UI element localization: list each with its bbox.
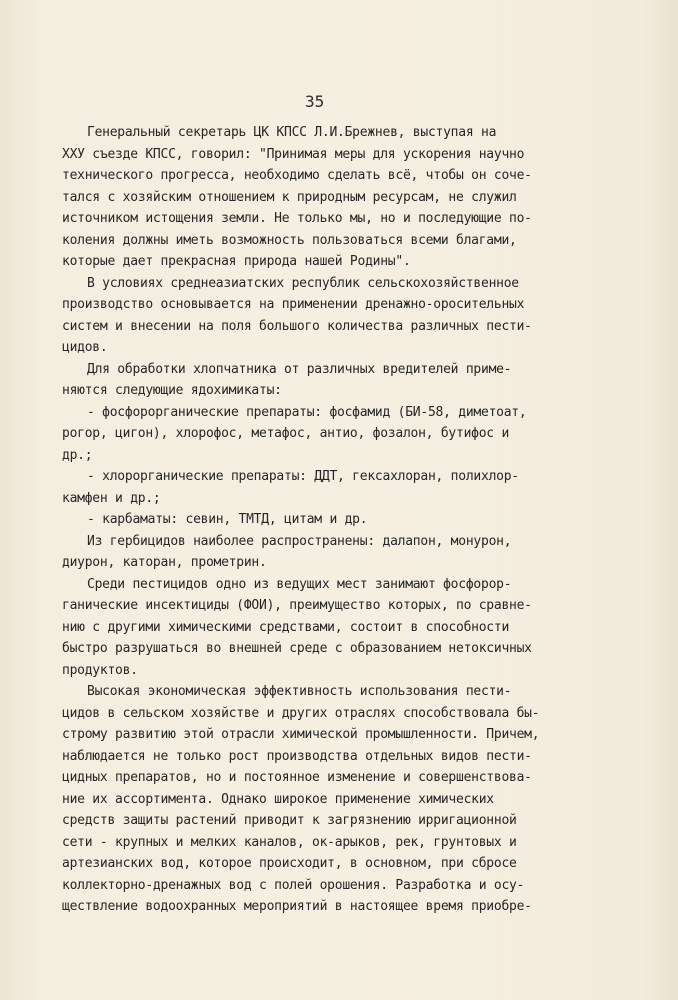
text-line: производство основывается на применении дренажно-оросительных	[62, 297, 525, 312]
text-line: цидных препаратов, но и постоянное изменение и совершенствова-	[62, 770, 532, 785]
text-line: Высокая экономическая эффективность использования пести-	[87, 684, 512, 699]
text-line: XXУ съезде КПСС, говорил: "Принимая меры для ускорения научно	[62, 146, 525, 162]
text-line: тался с хозяйским отношением к природным ресурсам, не служил	[62, 189, 517, 205]
text-line: строму развитию этой отрасли химической промышленности. Причем,	[62, 727, 540, 742]
text-line: ществление водоохранных мероприятий в настоящее время приобре-	[62, 899, 532, 914]
text-line: средств защиты растений приводит к загрязнению ирригационной	[62, 813, 517, 828]
text-line: коления должны иметь возможность пользоваться всеми благами,	[62, 232, 517, 248]
text-line: - карбаматы: севин, ТМТД, цитам и др.	[87, 512, 368, 527]
text-line: технического прогресса, необходимо сделать всё, чтобы он соче-	[62, 168, 532, 183]
text-line: источником истощения земли. Не только мы, но и последующие по-	[62, 211, 532, 226]
text-line: В условиях среднеазиатских республик сельскохозяйственное	[87, 275, 519, 291]
page-number: 35	[305, 92, 325, 111]
text-line: рогор, цигон), хлорофос, метафос, антио, фозалон, бутифос и	[62, 426, 510, 441]
text-line: коллекторно-дренажных вод с полей орошения. Разработка и осу-	[62, 877, 525, 893]
text-line: сети - крупных и мелких каналов, ок-арыков, рек, грунтовых и	[62, 834, 517, 850]
text-line: систем и внесении на поля большого количества различных пести-	[62, 318, 532, 334]
text-line: др.;	[62, 447, 93, 463]
text-line: Из гербицидов наиболее распространены: далапон, монурон,	[87, 533, 512, 549]
text-line: - хлорорганические препараты: ДДТ, гексахлоран, полихлор-	[87, 469, 519, 484]
text-line: - фосфорорганические препараты: фосфамид (БИ-58, диметоат,	[87, 404, 527, 420]
text-line: артезианских вод, которое происходит, в основном, при сбросе	[62, 856, 517, 871]
text-line: цидов в сельском хозяйстве и других отраслях способствовала бы-	[62, 705, 540, 721]
text-line: камфен и др.;	[62, 490, 161, 506]
text-line: продуктов.	[62, 662, 138, 678]
body-text	[62, 122, 622, 918]
text-line: нию с другими химическими средствами, состоит в способности	[62, 619, 510, 635]
text-line: наблюдается не только рост производства отдельных видов пести-	[62, 748, 532, 764]
text-line: быстро разрушаться во внешней среде с образованием нетоксичных	[62, 641, 532, 656]
text-line: Для обработки хлопчатника от различных вредителей приме-	[87, 361, 512, 377]
text-line: Среди пестицидов одно из ведущих мест занимают фосфорор-	[87, 576, 512, 592]
text-line: Генеральный секретарь ЦК КПСС Л.И.Брежнев, выступая на	[87, 125, 497, 140]
text-line: ганические инсектициды (ФОИ), преимущество которых, по сравне-	[62, 598, 532, 613]
text-line: цидов.	[62, 340, 108, 355]
text-line: диурон, каторан, прометрин.	[62, 555, 267, 570]
text-line: ние их ассортимента. Однако широкое применение химических	[62, 791, 494, 807]
text-line: которые дает прекрасная природа нашей Родины".	[62, 254, 411, 269]
text-line: няются следующие ядохимикаты:	[62, 383, 282, 398]
